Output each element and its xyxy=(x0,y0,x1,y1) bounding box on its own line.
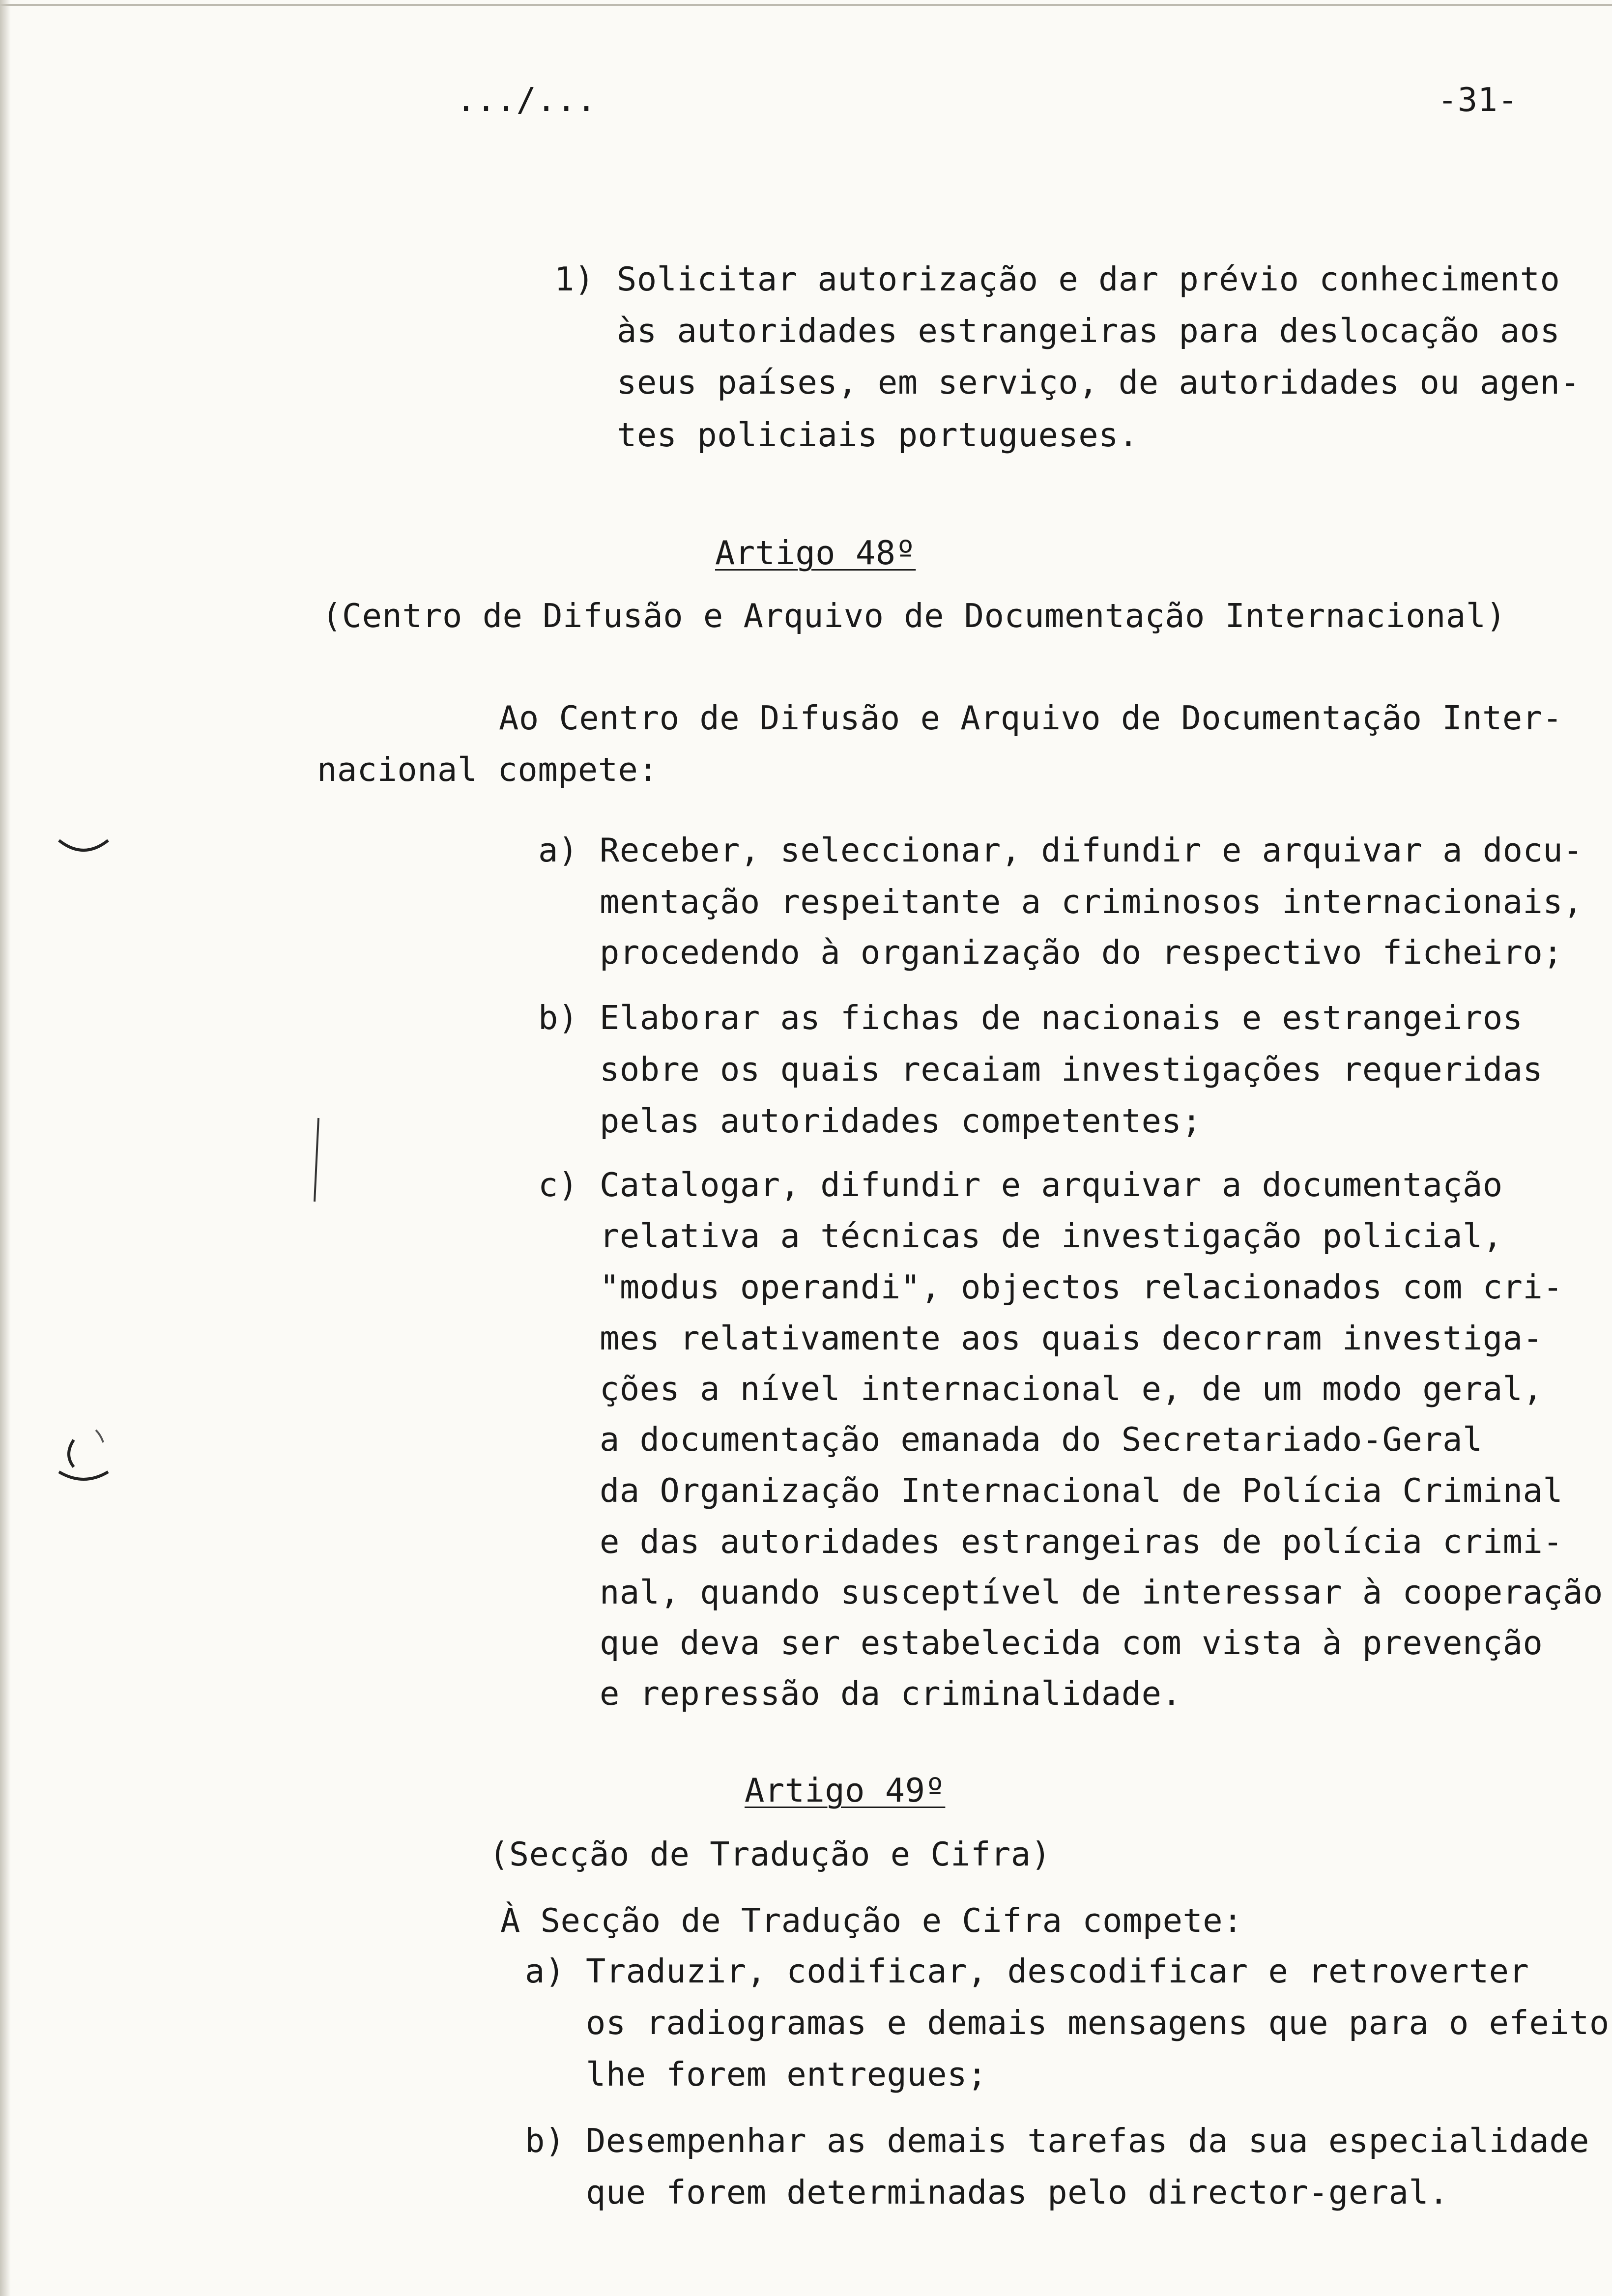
item-marker: b) xyxy=(538,999,578,1037)
item-line: Traduzir, codificar, descodificar e retroverter xyxy=(586,1952,1529,1990)
item-marker: c) xyxy=(538,1166,578,1204)
article-heading: Artigo 48º xyxy=(715,534,916,572)
item-line: Receber, seleccionar, difundir e arquivar a docu- xyxy=(600,831,1583,869)
item-line: pelas autoridades competentes; xyxy=(600,1102,1202,1140)
item-line: Desempenhar as demais tarefas da sua especialidade xyxy=(586,2122,1589,2160)
binder-hole-mark xyxy=(54,1420,113,1484)
stray-pen-mark xyxy=(310,1116,324,1204)
article-subtitle: (Secção de Tradução e Cifra) xyxy=(489,1835,1051,1873)
item-line: e repressão da criminalidade. xyxy=(600,1674,1182,1713)
page-number: -31- xyxy=(1438,81,1518,119)
continuation-mark: .../... xyxy=(456,81,597,119)
item-line: seus países, em serviço, de autoridades ou agen- xyxy=(617,363,1581,402)
item-line: que deva ser estabelecida com vista à prevenção xyxy=(600,1624,1543,1662)
item-marker: 1) xyxy=(554,260,595,298)
article-heading: Artigo 49º xyxy=(745,1771,946,1809)
item-line: sobre os quais recaiam investigações requeridas xyxy=(600,1050,1543,1089)
item-line: da Organização Internacional de Polícia Criminal xyxy=(600,1471,1563,1510)
article-intro: nacional compete: xyxy=(317,750,659,789)
item-line: Catalogar, difundir e arquivar a documentação xyxy=(600,1166,1503,1204)
item-marker: a) xyxy=(525,1952,565,1990)
scan-top-edge xyxy=(0,4,1612,6)
item-line: tes policiais portugueses. xyxy=(617,416,1139,454)
item-line: mes relativamente aos quais decorram investiga- xyxy=(600,1319,1543,1357)
item-line: Solicitar autorização e dar prévio conhecimento xyxy=(617,260,1560,298)
article-subtitle: (Centro de Difusão e Arquivo de Documentação Internacional) xyxy=(322,597,1506,635)
item-line: ções a nível internacional e, de um modo geral, xyxy=(600,1370,1543,1408)
item-marker: b) xyxy=(525,2122,565,2160)
article-intro: Ao Centro de Difusão e Arquivo de Documentação Inter- xyxy=(499,699,1563,737)
scan-left-edge xyxy=(0,0,11,2296)
article-intro: À Secção de Tradução e Cifra compete: xyxy=(500,1901,1243,1940)
item-line: que forem determinadas pelo director-geral. xyxy=(586,2173,1449,2211)
item-line: os radiogramas e demais mensagens que para o efeito xyxy=(586,2004,1610,2042)
binder-hole-mark xyxy=(54,835,113,865)
item-line: e das autoridades estrangeiras de polícia crimi- xyxy=(600,1522,1563,1561)
item-line: mentação respeitante a criminosos internacionais, xyxy=(600,883,1583,921)
item-line: lhe forem entregues; xyxy=(586,2055,987,2094)
item-line: "modus operandi", objectos relacionados com cri- xyxy=(600,1268,1563,1306)
item-line: Elaborar as fichas de nacionais e estrangeiros xyxy=(600,999,1523,1037)
item-marker: a) xyxy=(538,831,578,869)
item-line: às autoridades estrangeiras para deslocação aos xyxy=(617,312,1560,350)
item-line: nal, quando susceptível de interessar à cooperação xyxy=(600,1573,1603,1611)
item-line: procedendo à organização do respectivo ficheiro; xyxy=(600,933,1563,972)
item-line: a documentação emanada do Secretariado-Geral xyxy=(600,1420,1483,1459)
item-line: relativa a técnicas de investigação policial, xyxy=(600,1217,1503,1255)
